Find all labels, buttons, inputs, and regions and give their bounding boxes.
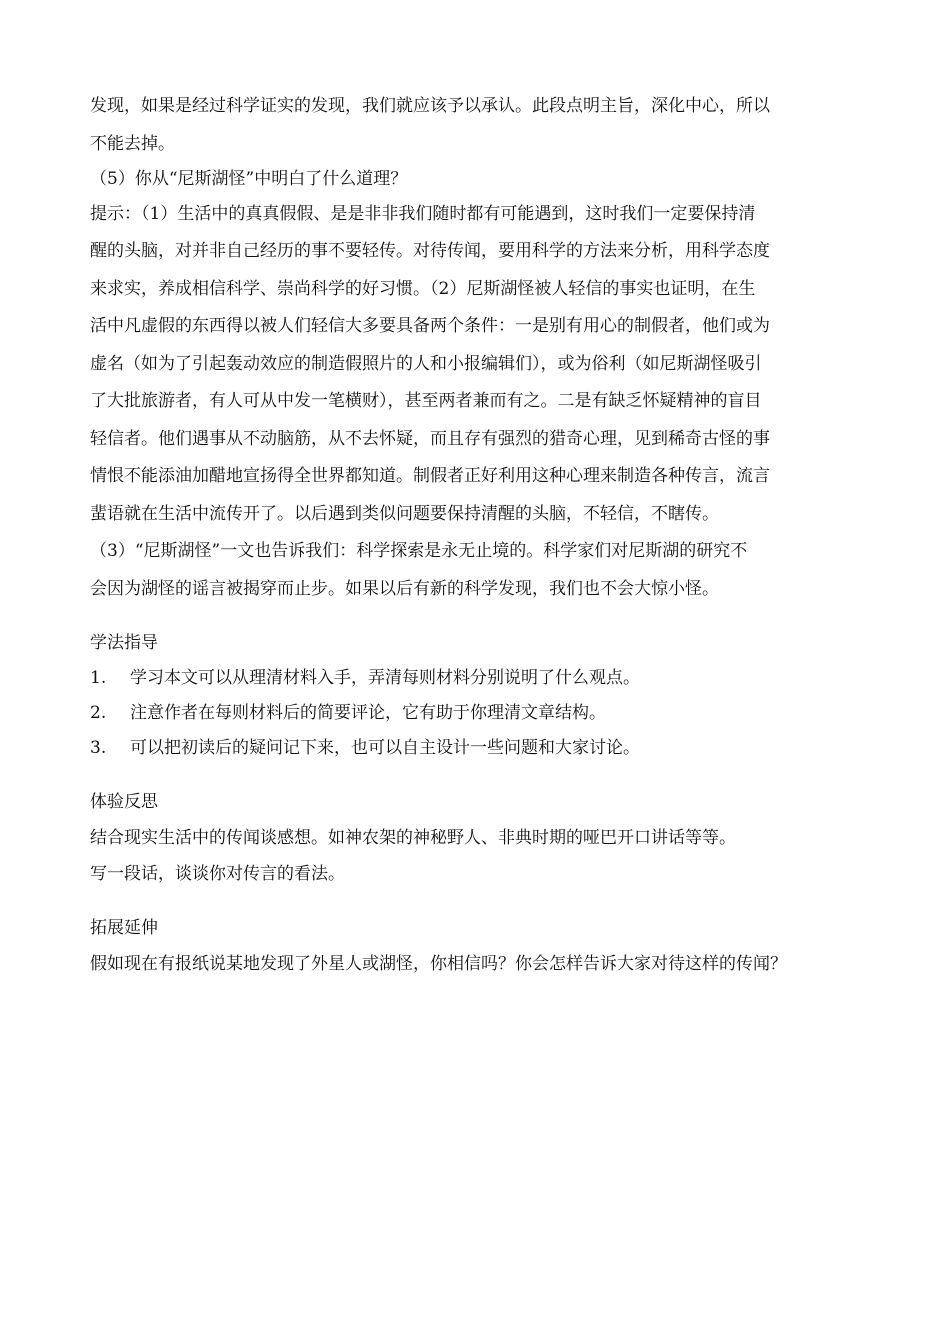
section-heading-extension: 拓展延伸 bbox=[90, 917, 158, 938]
hint-line: 醒的头脑，对并非自己经历的事不要轻传。对待传闻，要用科学的方法来分析，用科学态度 bbox=[90, 241, 770, 261]
list-item bbox=[90, 738, 870, 758]
hint-line: 活中凡虚假的东西得以被人们轻信大多要具备两个条件：一是别有用心的制假者，他们或为 bbox=[90, 316, 770, 336]
paragraph-line: 写一段话，谈谈你对传言的看法。 bbox=[90, 863, 345, 884]
document-page bbox=[90, 96, 870, 974]
hint-line: 会因为湖怪的谣言被揭穿而止步。如果以后有新的科学发现，我们也不会大惊小怪。 bbox=[90, 578, 719, 599]
hint-line: 提示：（1）生活中的真真假假、是是非非我们随时都有可能遇到，这时我们一定要保持清 bbox=[90, 203, 756, 224]
list-number: 3. bbox=[90, 737, 107, 758]
list-text: 可以把初读后的疑问记下来，也可以自主设计一些问题和大家讨论。 bbox=[130, 737, 640, 758]
paragraph-line: 结合现实生活中的传闻谈感想。如神农架的神秘野人、非典时期的哑巴开口讲话等等。 bbox=[90, 827, 736, 848]
paragraph-line: 发现，如果是经过科学证实的发现，我们就应该予以承认。此段点明主旨，深化中心，所以 bbox=[90, 96, 770, 116]
hint-line: 轻信者。他们遇事从不动脑筋，从不去怀疑，而且存有强烈的猎奇心理，见到稀奇古怪的事 bbox=[90, 428, 770, 449]
question-heading: （5）你从“尼斯湖怪”中明白了什么道理？ bbox=[90, 168, 408, 189]
list-number: 1. bbox=[90, 667, 107, 688]
list-text: 学习本文可以从理清材料入手，弄清每则材料分别说明了什么观点。 bbox=[130, 667, 640, 688]
hint-line: 蜚语就在生活中流传开了。以后遇到类似问题要保持清醒的头脑，不轻信，不瞎传。 bbox=[90, 503, 719, 524]
list-number: 2. bbox=[90, 702, 107, 723]
paragraph-line: 不能去掉。 bbox=[90, 133, 175, 154]
list-item bbox=[90, 703, 870, 723]
hint-line: （3）“尼斯湖怪”一文也告诉我们：科学探索是永无止境的。科学家们对尼斯湖的研究不 bbox=[90, 541, 748, 561]
list-item bbox=[90, 668, 870, 688]
paragraph-line: 假如现在有报纸说某地发现了外星人或湖怪，你相信吗？你会怎样告诉大家对待这样的传闻？ bbox=[90, 953, 787, 974]
hint-line: 了大批旅游者，有人可从中发一笔横财），甚至两者兼而有之。二是有缺乏怀疑精神的盲目 bbox=[90, 391, 762, 411]
list-text: 注意作者在每则材料后的简要评论，它有助于你理清文章结构。 bbox=[130, 702, 606, 723]
section-heading-study-guide: 学法指导 bbox=[90, 632, 158, 653]
section-heading-reflection: 体验反思 bbox=[90, 791, 158, 812]
hint-line: 虚名（如为了引起轰动效应的制造假照片的人和小报编辑们），或为俗利（如尼斯湖怪吸引 bbox=[90, 353, 762, 374]
hint-line: 情恨不能添油加醋地宣扬得全世界都知道。制假者正好利用这种心理来制造各种传言，流言 bbox=[90, 466, 770, 486]
hint-line: 来求实，养成相信科学、崇尚科学的好习惯。（2）尼斯湖怪被人轻信的事实也证明，在生 bbox=[90, 278, 756, 299]
